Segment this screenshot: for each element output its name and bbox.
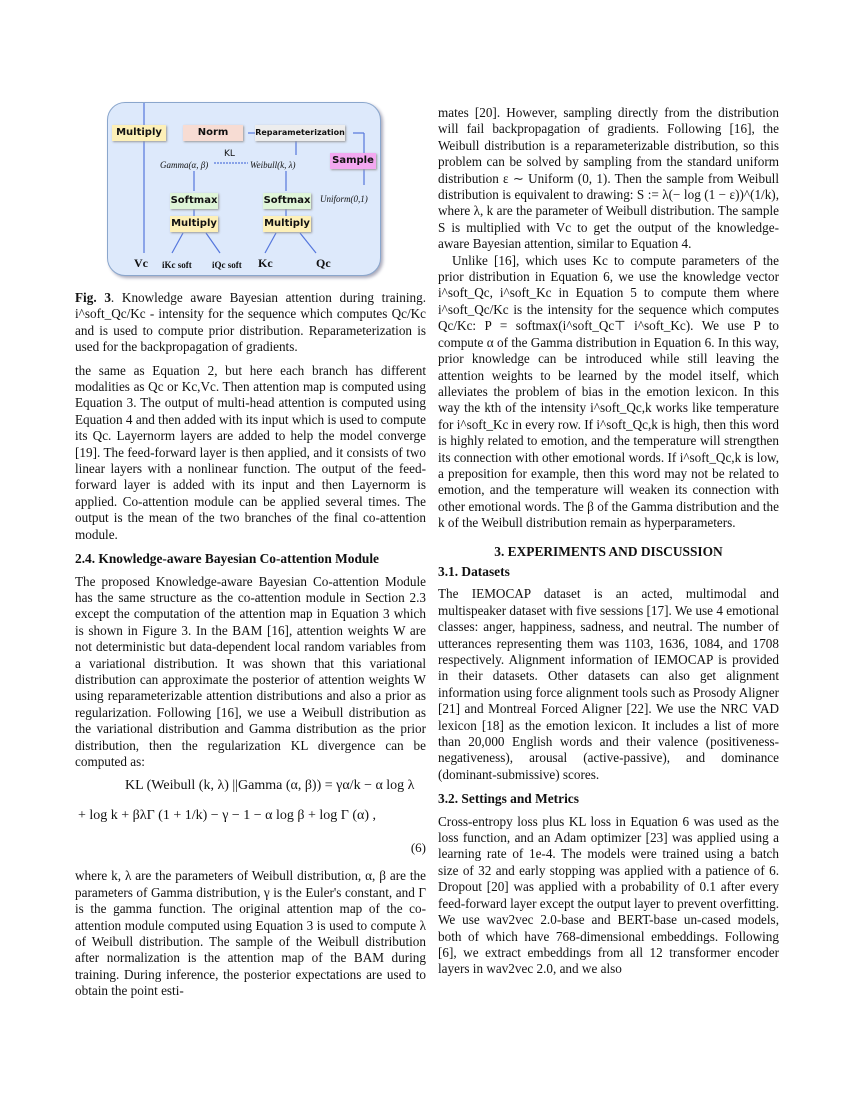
iq-label: iQc soft — [212, 260, 242, 270]
reparameterization-box: Reparameterization — [255, 125, 345, 141]
norm-box: Norm — [183, 125, 243, 141]
gamma-label: Gamma(α, β) — [160, 160, 209, 170]
sample-box: Sample — [330, 153, 376, 169]
equation-number: (6) — [410, 840, 426, 856]
paragraph: Unlike [16], which uses Kc to compute parameters of the prior distribution in Equation 6, we use the knowledge vector i^soft_Qc, i^soft_Kc in Equation 5 to compute them where i^soft_Qc/Kc is the intensity for the sequence which computes Qc/Kc: P = softmax(i^soft_Qc⊤ i^soft_Kc). We use P to compute α of the Gamma distribution in Equation 6. In this way, prior knowledge can be introduced while still leaving the attention weights to be learned by the model itself, which alleviates the problem of bias in the emotion lexicon. In this way the kth of the intensity i^soft_Qc,k works like temperature for i^soft_Kc in every row. If i^soft_Qc,k is high, then this word is highly related to emotion, and the temperature will strengthen its connection with other emotional words. If i^soft_Qc,k is low, a preposition for example, then this word may not be related to emotion, and the temperature will weaken its connection with other emotional words. The β of the Gamma distribution and the k of the Weibull distribution remain as hyperparameters. — [438, 252, 779, 531]
equation-line-1: KL (Weibull (k, λ) ||Gamma (α, β)) = γα/k − α log λ — [125, 778, 415, 794]
equation-6 — [75, 778, 426, 862]
caption-text: . Knowledge aware Bayesian attention during training. i^soft_Qc/Kc - intensity for the sequence which computes Qc/Kc and is used to compute prior distribution. Reparameterization is used for the backpropagation of gradients. — [75, 290, 426, 355]
paragraph: Cross-entropy loss plus KL loss in Equation 6 was used as the loss function, and an Adam optimizer [23] was applied using a learning rate of 1e-4. The models were trained using a batch size of 32 and early stopping was applied with a patience of 6. Dropout [20] was applied with a probability of 0.1 after every feed-forward layer except the output layer to prevent overfitting. We use wav2vec 2.0-base and BERT-base un-cased models, both of which have 768-dimensional embeddings. Following [6], we extract embeddings from all 12 transformer encoder layers in wav2vec 2.0, and we also — [438, 813, 779, 977]
kc-label: Kc — [258, 256, 273, 270]
multiply-box-left: Multiply — [170, 216, 218, 232]
figure-caption — [75, 290, 426, 356]
figure-number: Fig. 3 — [75, 290, 111, 305]
multiply-box: Multiply — [112, 125, 166, 141]
softmax-box-left: Softmax — [170, 193, 218, 209]
paragraph: where k, λ are the parameters of Weibull distribution, α, β are the parameters of Gamma distribution, γ is the Euler's constant, and Γ is the gamma function. The original attention map of the co-attention module computed using Equation 3 is used to compute λ of Weibull distribution. The sample of the Weibull distribution after normalization is the attention map of the BAM during training. During inference, the posterior expectations are used to obtain the point esti- — [75, 868, 426, 999]
paragraph: the same as Equation 2, but here each branch has different modalities as Qc or Kc,Vc. Then attention map is computed using Equation 3. The output of multi-head attention is computed using Equation 4 and then added with its input which is used to compute its Qc. Layernorm layers are added to help the model converge [19]. The feed-forward layer is then applied, and it consists of two linear layers with a nonlinear function. The output of the feed-forward layer is added with its input and then Layernorm is applied. Co-attention module can be applied several times. The output is the mean of the two branches of the final co-attention module. — [75, 362, 426, 542]
multiply-box-right: Multiply — [263, 216, 311, 232]
weibull-label: Weibull(k, λ) — [250, 160, 296, 170]
subsection-heading: 3.1. Datasets — [438, 563, 510, 579]
section-heading: 3. EXPERIMENTS AND DISCUSSION — [494, 543, 723, 559]
paragraph: mates [20]. However, sampling directly from the distribution will fail backpropagation of gradients. Following [16], the Weibull distribution is a reparameterizable distribution, so this problem can be solved by sampling from the standard uniform distribution ε ∼ Uniform (0, 1). Then the sample from Weibull distribution is equivalent to drawing: S := λ(− log (1 − ε))^(1/k), where λ, k are the parameter of Weibull distribution. The sample S is multiplied with Vc to get the output of the knowledge-aware Bayesian attention, similar to Equation 4. — [438, 105, 779, 252]
uniform-label: Uniform(0,1) — [320, 194, 368, 204]
right-column — [438, 105, 779, 978]
left-column — [75, 290, 426, 1000]
subsection-heading: 3.2. Settings and Metrics — [438, 791, 579, 807]
figure-3-diagram — [107, 102, 381, 276]
vc-label: Vc — [134, 256, 148, 270]
paragraph: The IEMOCAP dataset is an acted, multimodal and multispeaker dataset with five sessions [17]. We use 4 emotional classes: anger, happiness, sadness, and neutral. The number of utterances representing them was 1103, 1636, 1084, and 1708 respectively. Alignment information of IEMOCAP is provided in their datasets. Other datasets can also get alignment information using force alignment tools such as Prosody Aligner [21] and Montreal Forced Aligner [22]. We use the NRC VAD lexicon [18] as the emotion lexicon. It includes a list of more than 20,000 English words and their valence (positiveness-negativeness), arousal (active-passive), and dominance (dominant-submissive) scores. — [438, 586, 779, 782]
softmax-box-right: Softmax — [263, 193, 311, 209]
equation-line-2: + log k + βλΓ (1 + 1/k) − γ − 1 − α log β + log Γ (α) , — [78, 808, 377, 824]
kl-label: KL — [224, 149, 235, 159]
section-heading: 2.4. Knowledge-aware Bayesian Co-attention Module — [75, 551, 380, 567]
paragraph: The proposed Knowledge-aware Bayesian Co-attention Module has the same structure as the co-attention module in Section 2.3 except the computation of the attention map in Equation 3 which is shown in Figure 3. In the BAM [16], attention weights W are not deterministic but data-dependent local random variables from a variational distribution. It was shown that this variational distribution can approximate the posterior of attention weights W using reparameterizable attention distributions and also a prior as regularization. Following [16], we use a Weibull distribution as the variational distribution and Gamma distribution as the prior distribution, then the regularization KL divergence can be computed as: — [75, 573, 426, 769]
ik-label: iKc soft — [162, 260, 192, 270]
qc-label: Qc — [316, 256, 331, 270]
